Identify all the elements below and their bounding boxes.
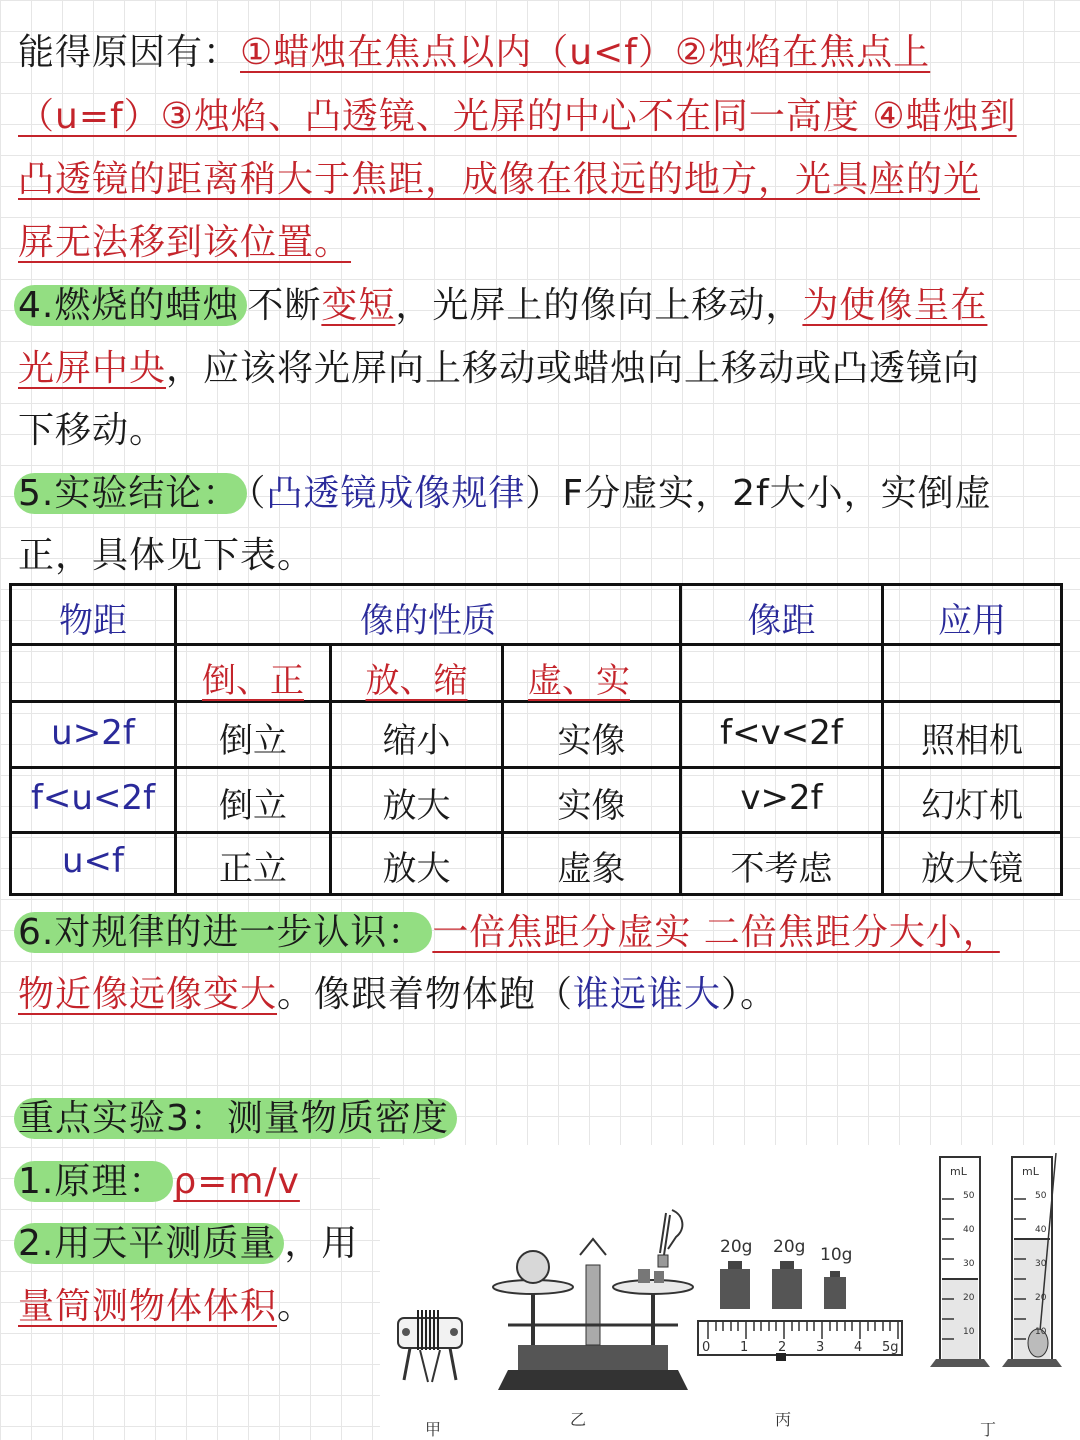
table-row-1-object-distance: u>2f (51, 713, 135, 753)
subheader-orientation: 倒、正 (202, 661, 304, 701)
experiment-3-tag: 重点实验3：测量物质密度 (14, 1098, 457, 1139)
point-5-tag: 5.实验结论： (14, 473, 247, 514)
table-row-2-size: 放大 (382, 786, 451, 826)
weight-label-1: 20g (720, 1237, 753, 1257)
table-row-1-application: 照相机 (921, 721, 1023, 761)
hand-tweezers-icon (642, 1205, 692, 1275)
cylinder-2-tick-30: 30 (1035, 1259, 1047, 1269)
table-row-2-application: 幻灯机 (921, 786, 1023, 826)
table-row-2-image-distance: v>2f (740, 778, 823, 818)
principle-line (18, 1157, 300, 1207)
header-image-distance: 像距 (747, 601, 816, 641)
table-row-1-image-distance: f<v<2f (720, 713, 843, 753)
subheader-size: 放、缩 (365, 661, 468, 701)
point-5-blue: 凸透镜成像规律 (266, 473, 526, 514)
ruler-tick-3: 3 (816, 1340, 825, 1355)
table-row-3-orientation: 正立 (219, 849, 287, 889)
weights-icon (716, 1257, 856, 1312)
cylinder-1-tick-20: 20 (963, 1293, 975, 1303)
caption-ding: 丁 (980, 1420, 997, 1439)
point-6-line-1 (18, 908, 1000, 958)
cylinder-1-unit: mL (950, 1165, 967, 1178)
point-5-line-2: 正，具体见下表。 (18, 535, 315, 576)
reasons-line-2: （u=f）③烛焰、凸透镜、光屏的中心不在同一高度 ④蜡烛到 (18, 96, 1017, 137)
ruler-tick-2: 2 (778, 1340, 787, 1355)
point-6-tag: 6.对规律的进一步认识： (14, 912, 432, 953)
method-line-1 (18, 1219, 358, 1269)
experiment-3-title (18, 1094, 457, 1144)
point-4-red-1: 变短 (321, 285, 396, 326)
table-row-2-orientation: 倒立 (219, 786, 287, 826)
ruler-tick-0: 0 (702, 1340, 711, 1355)
density-formula: ρ=m/v (173, 1161, 300, 1202)
point-4-tag: 4.燃烧的蜡烛 (14, 285, 247, 326)
point-6-red-2: 物近像远像变大 (18, 974, 278, 1015)
point-6-text-1: 。像跟着物体跑（ (277, 974, 574, 1015)
cylinder-2-tick-40: 40 (1035, 1225, 1047, 1235)
point-6-line-2 (18, 970, 777, 1020)
table-row-3-object-distance: u<f (61, 841, 124, 881)
reasons-line-4: 屏无法移到该位置。 (18, 222, 352, 263)
weight-label-3: 10g (820, 1245, 853, 1265)
header-object-distance: 物距 (59, 601, 127, 641)
point-4-text-1: 不断 (247, 285, 322, 326)
point-4-text-2: ，光屏上的像向上移动， (395, 285, 803, 326)
method-red: 量筒测物体体积 (18, 1286, 278, 1327)
point-6-text-2: ）。 (721, 974, 778, 1015)
point-4-line-3: 下移动。 (18, 410, 167, 451)
subheader-real-virtual: 虚、实 (528, 661, 630, 701)
caption-jia: 甲 (425, 1420, 442, 1439)
reasons-label: 能得原因有： (18, 32, 241, 73)
point-4-red-2: 为使像呈在 (802, 285, 988, 326)
cylinder-1-scale (963, 1191, 983, 1361)
cylinder-2-scale (1035, 1191, 1055, 1361)
cylinder-2-tick-20: 20 (1035, 1293, 1047, 1303)
table-row-2-object-distance: f<u<2f (30, 778, 156, 818)
ruler-tick-4: 4 (854, 1340, 863, 1355)
weight-label-2: 20g (773, 1237, 806, 1257)
lens-imaging-table (9, 583, 1063, 896)
principle-tag: 1.原理： (14, 1161, 173, 1202)
cylinder-2-tick-10: 10 (1035, 1327, 1047, 1337)
reasons-line-1 (18, 28, 930, 78)
caption-yi: 乙 (570, 1410, 587, 1429)
caption-bing: 丙 (775, 1410, 792, 1429)
point-4-red-3: 光屏中央 (18, 348, 167, 389)
reasons-text: ①蜡烛在焦点以内（u<f）②烛焰在焦点上 (240, 32, 931, 73)
method-tag: 2.用天平测质量 (14, 1223, 284, 1264)
header-application: 应用 (938, 601, 1006, 641)
point-6-blue: 谁远谁大 (573, 974, 722, 1015)
cylinder-1-tick-10: 10 (963, 1327, 975, 1337)
point-4-line-2 (18, 344, 980, 394)
table-row-3-application: 放大镜 (921, 849, 1023, 889)
point-5-text-1: （ (247, 473, 267, 514)
method-text-2: 。 (277, 1286, 315, 1327)
method-text-1: ，用 (284, 1223, 359, 1264)
table-row-3-image-distance: 不考虑 (730, 849, 833, 889)
point-4-line-1 (18, 281, 987, 331)
ruler-tick-1: 1 (740, 1340, 749, 1355)
point-5-line-1 (18, 469, 992, 519)
cylinder-2-unit: mL (1022, 1165, 1039, 1178)
point-5-text-2: ）F分虚实，2f大小，实倒虚 (525, 473, 992, 514)
table-row-2-type: 实像 (557, 786, 626, 826)
point-4-text-3: ，应该将光屏向上移动或蜡烛向上移动或凸透镜向 (166, 348, 981, 389)
graduated-cylinders-icon (928, 1153, 1078, 1403)
table-row-1-size: 缩小 (382, 721, 451, 761)
cylinder-1-tick-40: 40 (963, 1225, 975, 1235)
header-image-nature: 像的性质 (360, 601, 496, 641)
cylinder-2-tick-50: 50 (1035, 1191, 1047, 1201)
cylinder-1-tick-30: 30 (963, 1259, 975, 1269)
density-experiment-figure (380, 1145, 1080, 1440)
ruler-tick-5: 5g (882, 1340, 899, 1355)
table-row-3-type: 虚象 (557, 849, 626, 889)
tweezers-icon (390, 1300, 470, 1390)
table-row-1-orientation: 倒立 (219, 721, 287, 761)
method-line-2 (18, 1282, 314, 1332)
ruler-tick-labels (702, 1340, 902, 1360)
table-row-3-size: 放大 (382, 849, 451, 889)
point-6-red-1: 一倍焦距分虚实 二倍焦距分大小， (432, 912, 1000, 953)
reasons-line-3: 凸透镜的距离稍大于焦距，成像在很远的地方，光具座的光 (18, 159, 981, 200)
cylinder-1-tick-50: 50 (963, 1191, 975, 1201)
table-row-1-type: 实像 (557, 721, 626, 761)
